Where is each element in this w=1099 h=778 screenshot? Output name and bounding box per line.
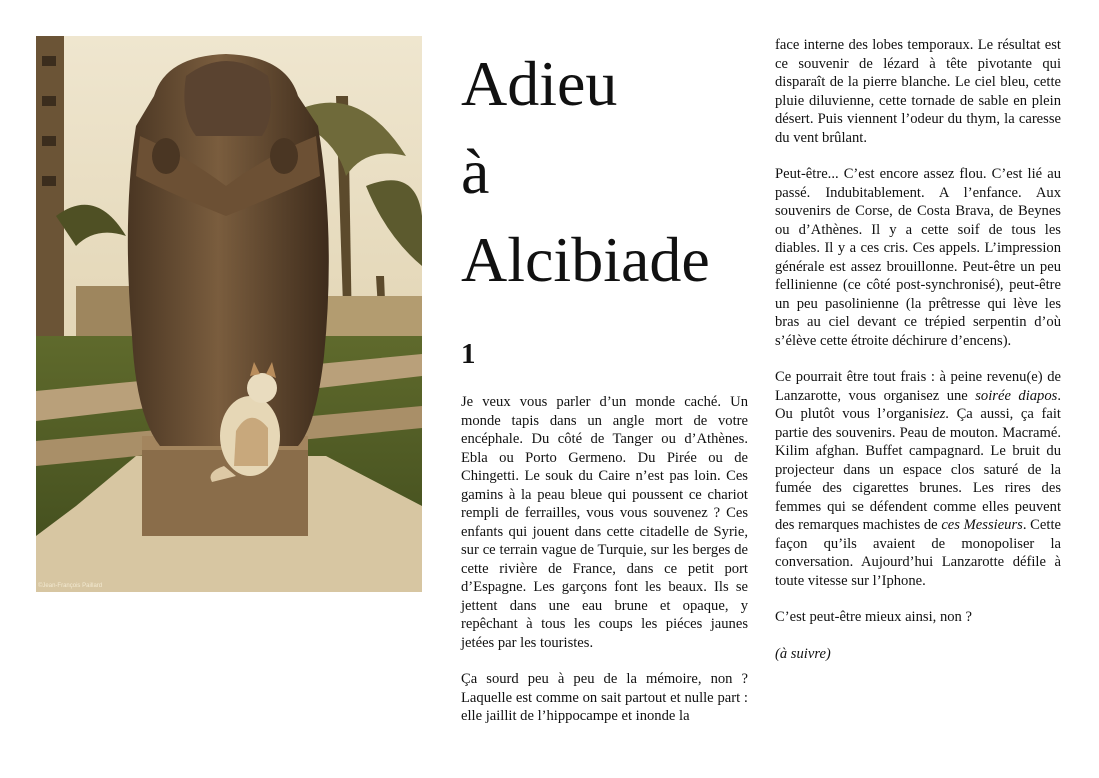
italic-text: ces Messieurs	[941, 517, 1023, 533]
page-title	[461, 40, 761, 304]
text-run: . Ça aussi, ça fait partie des souvenirs. Peau de mouton. Macramé. Kilim afghan. Buffet campagnard. Le bruit du projecteur dans un espace clos saturé de la fumée des cigarettes brunes. Les rires des femmes qui se défendent comme elles peuvent des remarques machistes de	[775, 406, 1061, 533]
text-run: . Ou plutôt vous l’organis	[775, 387, 1061, 422]
middle-text-column	[461, 393, 748, 744]
title-line-1: Adieu	[461, 48, 618, 119]
paragraph: Peut-être... C’est encore assez flou. C’est lié au passé. Indubitablement. A l’enfance. Aux souvenirs de Corse, de Costa Brava, de Beynes ou d’Athènes. Il y a cette soif de tous les diables. Il y a ces cris. Ces appels. L’impression générale est assez brouillonne. Peut-être un peu fellinienne (ce côté post-synchronisé), peut-être un peu pasolinienne (la prêtresse qui lève les bras au ciel devant ce trépied serpentin d’où s’élève cette étroite déchirure d’encens).	[775, 166, 1061, 349]
italic-text: iez	[929, 406, 946, 422]
paragraph	[775, 368, 1061, 590]
paragraph: face interne des lobes temporaux. Le résultat est ce souvenir de lézard à tête pivotante qui disparaît de la pierre blanche. Le ciel bleu, cette pluie diluvienne, cette tornade de sable en plein désert. Puis viennent l’odeur du thym, la caresse du vent brûlant.	[775, 37, 1061, 146]
title-line-3: Alcibiade	[461, 224, 710, 295]
statue-with-cat-photo-icon	[36, 36, 422, 592]
italic-text: soirée diapos	[975, 387, 1058, 404]
photo-credit: ©Jean-François Paillard	[38, 583, 103, 589]
paragraph: Je veux vous parler d’un monde caché. Un monde tapis dans un angle mort de votre encéphale. Du côté de Tanger ou d’Athènes. Ebla ou Porto Germeno. Du Pirée ou de Chingetti. Le souk du Caire n’est pas loin. Ces gamins à la peau bleue qui poussent ce chariot rempli de ferrailles, vous vous souvenez ? Ces enfants qui jouent dans cette citadelle de Syrie, sur ce terrain vague de Turquie, sur les berges de cette rivière de France, dans ce petit port d’Espagne. Les garçons font les beaux. Ils se jettent dans une eau brune et opaque, y repêchant à tous les coups les piéces jaunes jetées par les touristes.	[461, 394, 748, 651]
to-be-continued: (à suivre)	[775, 645, 831, 662]
paragraph: Ça sourd peu à peu de la mémoire, non ? Laquelle est comme on sait partout et nulle part : elle jaillit de l’hippocampe et inonde la	[461, 671, 748, 724]
paragraph: C’est peut-être mieux ainsi, non ?	[775, 609, 972, 625]
title-line-2: à	[461, 136, 490, 207]
right-text-column	[775, 36, 1061, 681]
statue-photo	[36, 36, 422, 592]
text-run: . Cette façon qu’ils avaient de monopoliser la conversation. Aujourd’hui Lanzarotte défile à toute vitesse sur l’Iphone.	[775, 517, 1061, 589]
section-number: 1	[461, 338, 476, 370]
text-run: Ce pourrait être tout frais : à peine revenu(e) de Lanzarotte, vous organisez une	[775, 369, 1061, 404]
